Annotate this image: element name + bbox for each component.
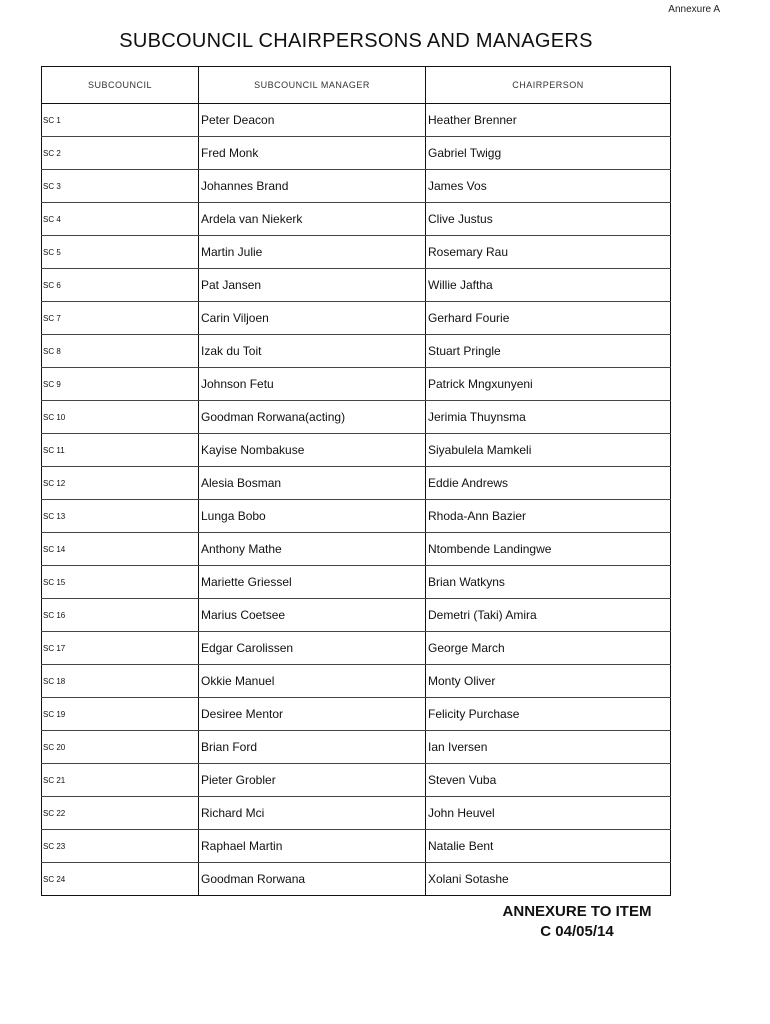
chairperson-cell: Rhoda-Ann Bazier bbox=[426, 500, 671, 533]
manager-cell: Goodman Rorwana bbox=[199, 863, 426, 896]
table-row bbox=[42, 863, 671, 896]
subcouncil-code-cell: SC 24 bbox=[42, 863, 199, 896]
subcouncil-code-cell: SC 17 bbox=[42, 632, 199, 665]
chairperson-cell: John Heuvel bbox=[426, 797, 671, 830]
manager-cell: Lunga Bobo bbox=[199, 500, 426, 533]
subcouncil-code-cell: SC 2 bbox=[42, 137, 199, 170]
subcouncil-code-cell: SC 8 bbox=[42, 335, 199, 368]
header-manager: SUBCOUNCIL MANAGER bbox=[199, 67, 426, 104]
subcouncil-code-cell: SC 11 bbox=[42, 434, 199, 467]
subcouncil-code-cell: SC 22 bbox=[42, 797, 199, 830]
table-row bbox=[42, 599, 671, 632]
chairperson-cell: Ian Iversen bbox=[426, 731, 671, 764]
chairperson-cell: Heather Brenner bbox=[426, 104, 671, 137]
subcouncil-code-cell: SC 5 bbox=[42, 236, 199, 269]
table-row bbox=[42, 335, 671, 368]
manager-cell: Johnson Fetu bbox=[199, 368, 426, 401]
subcouncil-table bbox=[41, 66, 671, 896]
manager-cell: Okkie Manuel bbox=[199, 665, 426, 698]
manager-cell: Pat Jansen bbox=[199, 269, 426, 302]
manager-cell: Goodman Rorwana(acting) bbox=[199, 401, 426, 434]
table-row bbox=[42, 401, 671, 434]
annexure-footer bbox=[462, 902, 692, 942]
manager-cell: Kayise Nombakuse bbox=[199, 434, 426, 467]
subcouncil-code-cell: SC 14 bbox=[42, 533, 199, 566]
table-row bbox=[42, 269, 671, 302]
chairperson-cell: Ntombende Landingwe bbox=[426, 533, 671, 566]
subcouncil-code-cell: SC 6 bbox=[42, 269, 199, 302]
subcouncil-code-cell: SC 19 bbox=[42, 698, 199, 731]
table-row bbox=[42, 830, 671, 863]
manager-cell: Ardela van Niekerk bbox=[199, 203, 426, 236]
manager-cell: Desiree Mentor bbox=[199, 698, 426, 731]
page-title: SUBCOUNCIL CHAIRPERSONS AND MANAGERS bbox=[119, 30, 593, 52]
chairperson-cell: Jerimia Thuynsma bbox=[426, 401, 671, 434]
chairperson-cell: Felicity Purchase bbox=[426, 698, 671, 731]
subcouncil-code-cell: SC 4 bbox=[42, 203, 199, 236]
subcouncil-code-cell: SC 3 bbox=[42, 170, 199, 203]
annexure-label: Annexure A bbox=[668, 4, 720, 15]
manager-cell: Fred Monk bbox=[199, 137, 426, 170]
table-row bbox=[42, 665, 671, 698]
table-row bbox=[42, 731, 671, 764]
table-row bbox=[42, 170, 671, 203]
chairperson-cell: Stuart Pringle bbox=[426, 335, 671, 368]
chairperson-cell: Gerhard Fourie bbox=[426, 302, 671, 335]
table-header-row bbox=[42, 67, 671, 104]
table-row bbox=[42, 467, 671, 500]
chairperson-cell: Brian Watkyns bbox=[426, 566, 671, 599]
header-chairperson: CHAIRPERSON bbox=[426, 67, 671, 104]
manager-cell: Johannes Brand bbox=[199, 170, 426, 203]
chairperson-cell: Eddie Andrews bbox=[426, 467, 671, 500]
table-row bbox=[42, 500, 671, 533]
chairperson-cell: Steven Vuba bbox=[426, 764, 671, 797]
subcouncil-code-cell: SC 15 bbox=[42, 566, 199, 599]
chairperson-cell: Gabriel Twigg bbox=[426, 137, 671, 170]
table-row bbox=[42, 797, 671, 830]
subcouncil-code-cell: SC 21 bbox=[42, 764, 199, 797]
chairperson-cell: Rosemary Rau bbox=[426, 236, 671, 269]
subcouncil-code-cell: SC 20 bbox=[42, 731, 199, 764]
table-row bbox=[42, 764, 671, 797]
manager-cell: Carin Viljoen bbox=[199, 302, 426, 335]
table-row bbox=[42, 698, 671, 731]
table-row bbox=[42, 302, 671, 335]
manager-cell: Peter Deacon bbox=[199, 104, 426, 137]
table-row bbox=[42, 368, 671, 401]
manager-cell: Mariette Griessel bbox=[199, 566, 426, 599]
manager-cell: Alesia Bosman bbox=[199, 467, 426, 500]
subcouncil-code-cell: SC 7 bbox=[42, 302, 199, 335]
table-row bbox=[42, 434, 671, 467]
subcouncil-code-cell: SC 9 bbox=[42, 368, 199, 401]
chairperson-cell: Xolani Sotashe bbox=[426, 863, 671, 896]
chairperson-cell: Demetri (Taki) Amira bbox=[426, 599, 671, 632]
manager-cell: Richard Mci bbox=[199, 797, 426, 830]
manager-cell: Pieter Grobler bbox=[199, 764, 426, 797]
subcouncil-code-cell: SC 23 bbox=[42, 830, 199, 863]
chairperson-cell: Siyabulela Mamkeli bbox=[426, 434, 671, 467]
subcouncil-code-cell: SC 18 bbox=[42, 665, 199, 698]
table-row bbox=[42, 203, 671, 236]
manager-cell: Edgar Carolissen bbox=[199, 632, 426, 665]
chairperson-cell: Clive Justus bbox=[426, 203, 671, 236]
chairperson-cell: Monty Oliver bbox=[426, 665, 671, 698]
manager-cell: Brian Ford bbox=[199, 731, 426, 764]
footer-line-1: ANNEXURE TO ITEM bbox=[502, 903, 652, 920]
table-row bbox=[42, 566, 671, 599]
manager-cell: Martin Julie bbox=[199, 236, 426, 269]
table-row bbox=[42, 632, 671, 665]
manager-cell: Raphael Martin bbox=[199, 830, 426, 863]
chairperson-cell: George March bbox=[426, 632, 671, 665]
subcouncil-code-cell: SC 16 bbox=[42, 599, 199, 632]
table-row bbox=[42, 533, 671, 566]
subcouncil-code-cell: SC 1 bbox=[42, 104, 199, 137]
subcouncil-code-cell: SC 13 bbox=[42, 500, 199, 533]
subcouncil-code-cell: SC 10 bbox=[42, 401, 199, 434]
table-row bbox=[42, 236, 671, 269]
chairperson-cell: Patrick Mngxunyeni bbox=[426, 368, 671, 401]
table-row bbox=[42, 104, 671, 137]
table-row bbox=[42, 137, 671, 170]
manager-cell: Izak du Toit bbox=[199, 335, 426, 368]
footer-line-2: C 04/05/14 bbox=[540, 923, 614, 940]
chairperson-cell: Natalie Bent bbox=[426, 830, 671, 863]
manager-cell: Marius Coetsee bbox=[199, 599, 426, 632]
chairperson-cell: Willie Jaftha bbox=[426, 269, 671, 302]
header-subcouncil: SUBCOUNCIL bbox=[42, 67, 199, 104]
subcouncil-code-cell: SC 12 bbox=[42, 467, 199, 500]
manager-cell: Anthony Mathe bbox=[199, 533, 426, 566]
chairperson-cell: James Vos bbox=[426, 170, 671, 203]
